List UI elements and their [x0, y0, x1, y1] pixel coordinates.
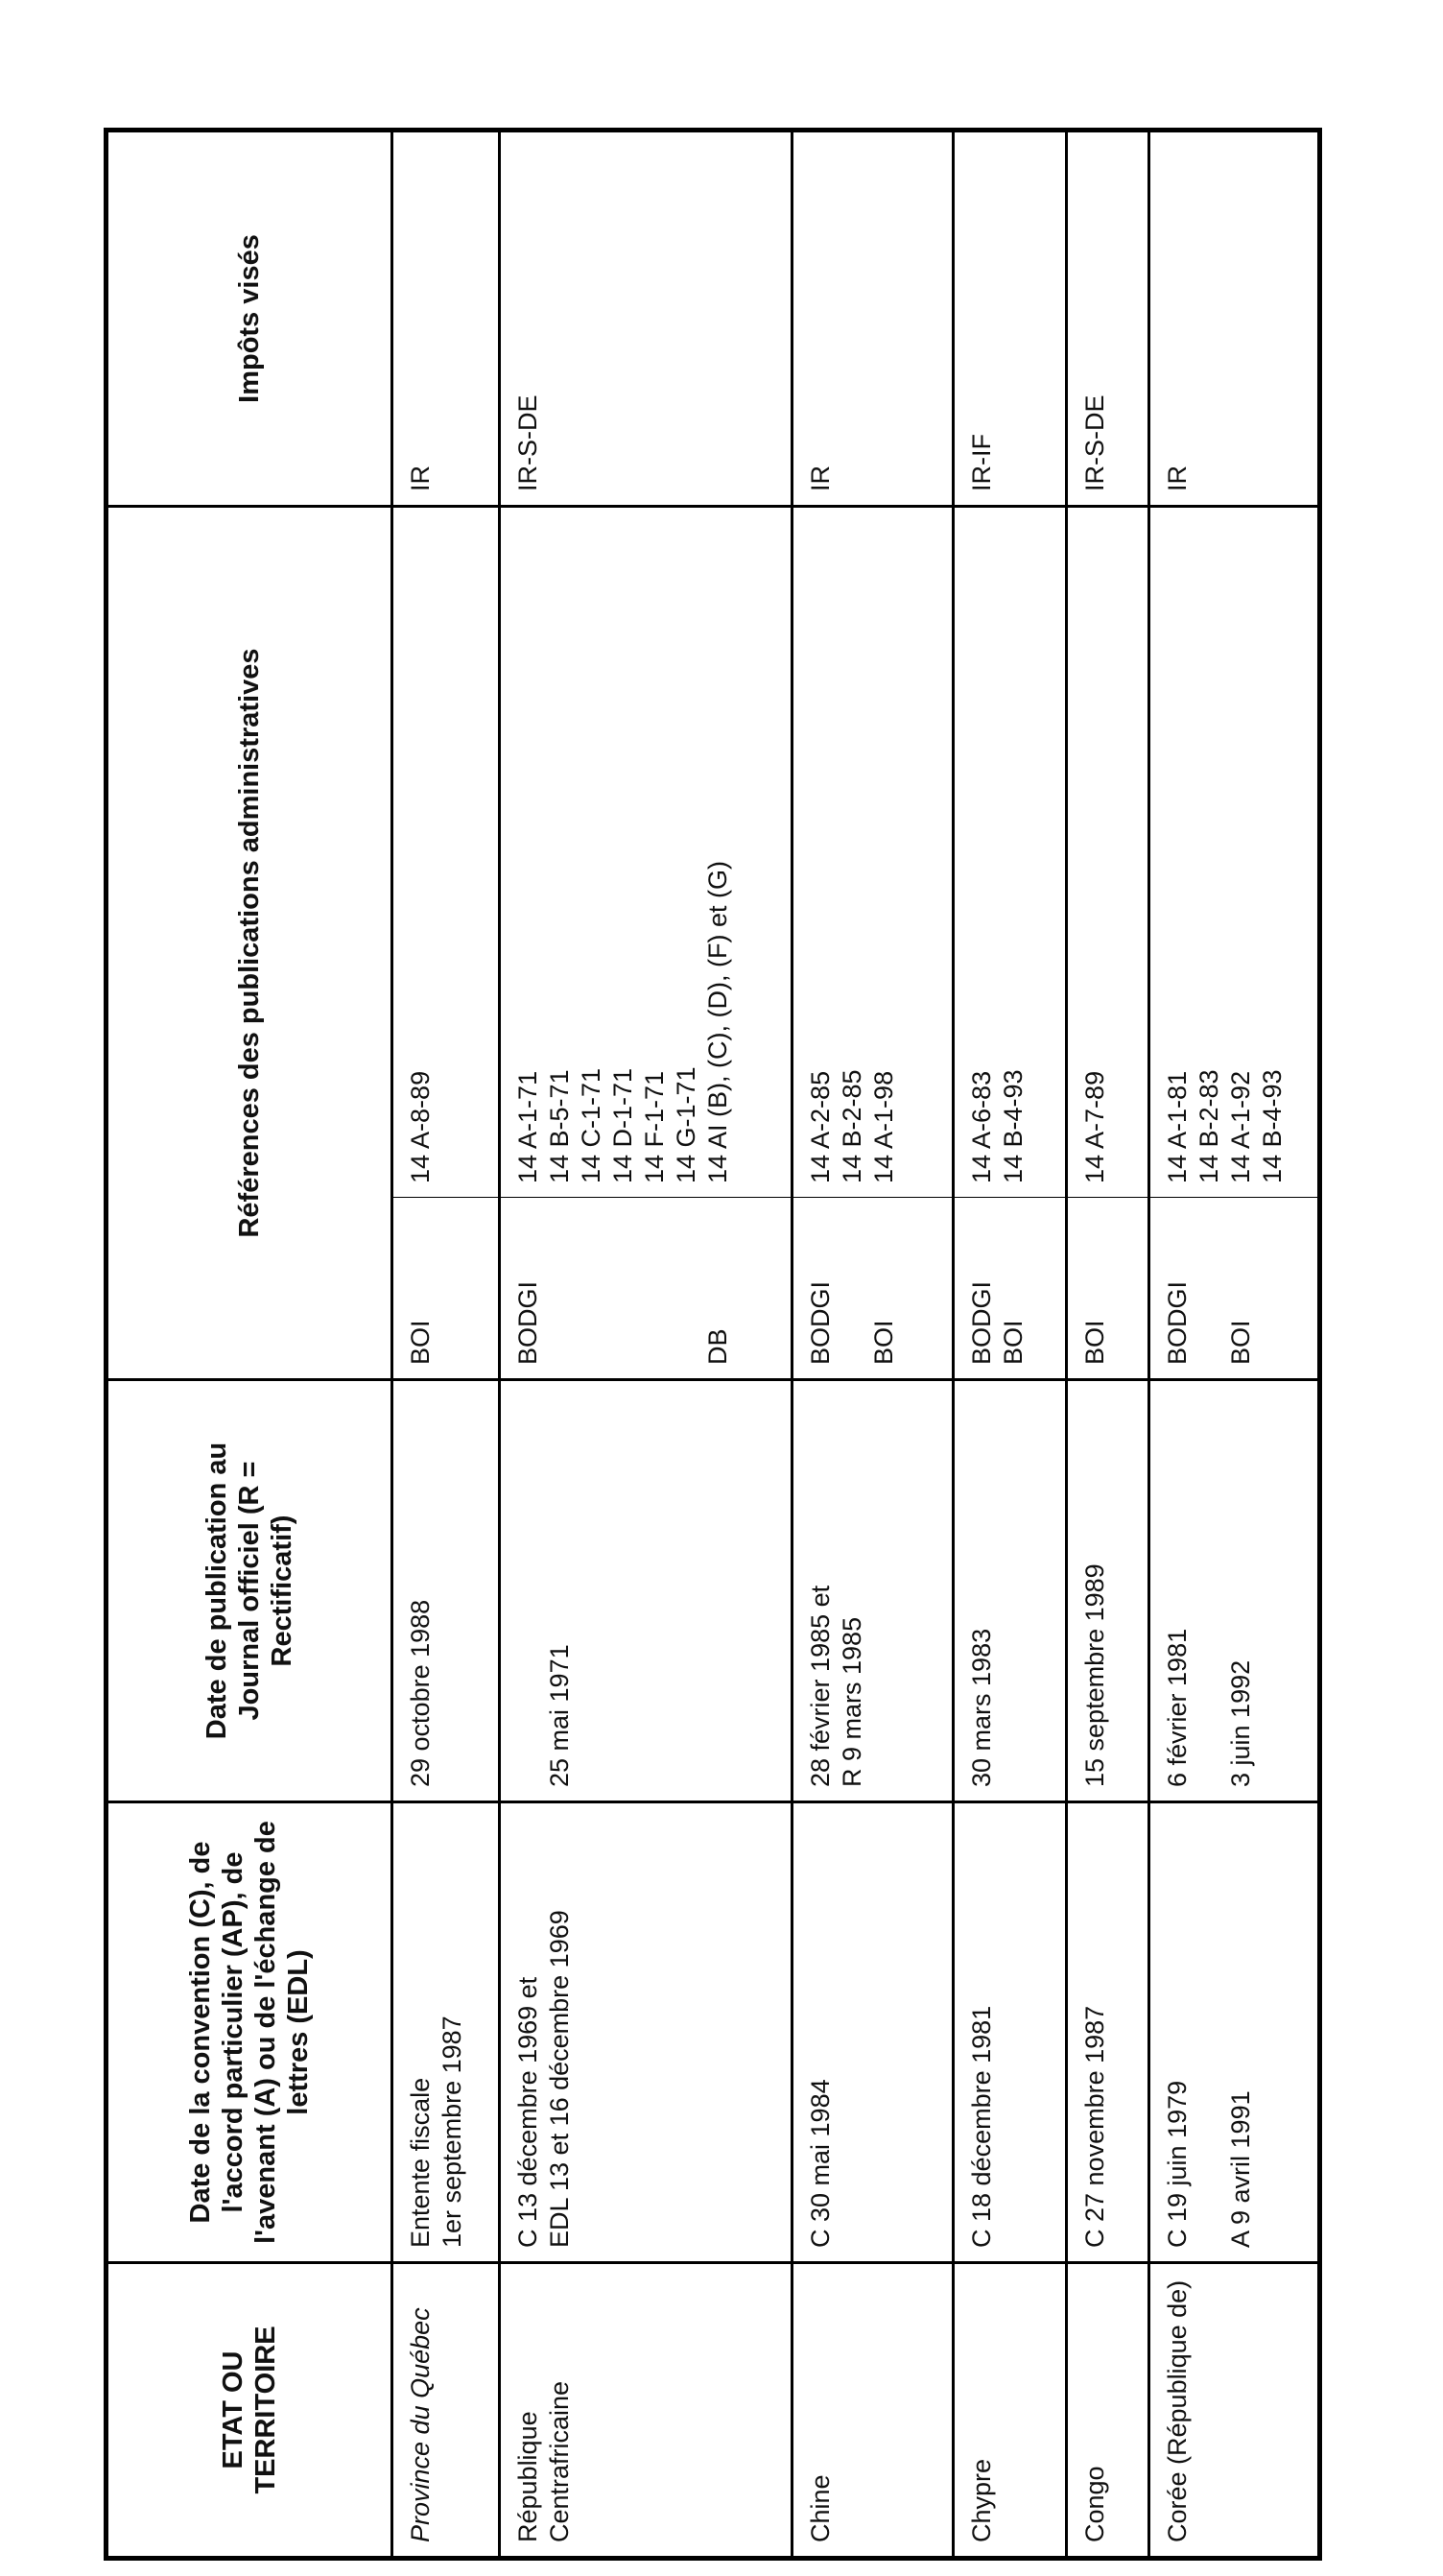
- country-cell: [954, 2263, 1067, 2559]
- publication-ref-cell: 14 A-2-85 14 B-2-85 14 A-1-98: [792, 507, 954, 1198]
- country-cell: [392, 2263, 500, 2559]
- convention-cell: Entente fiscale 1er septembre 1987: [392, 1802, 500, 2263]
- convention-cell: C 30 mai 1984: [792, 1802, 954, 2263]
- publication-ref-cell: 14 A-1-71 14 B-5-71 14 C-1-71 14 D-1-71 14 F-1-71 14 G-1-71 14 AI (B), (C), (D), (F) et (G): [500, 507, 792, 1198]
- convention-cell: C 18 décembre 1981: [954, 1802, 1067, 2263]
- convention-cell: C 19 juin 1979 A 9 avril 1991: [1149, 1802, 1320, 2263]
- rotated-page: [104, 132, 1317, 2561]
- journal-cell: 15 septembre 1989: [1067, 1380, 1149, 1802]
- header-country: ETAT OU TERRITOIRE: [106, 2263, 392, 2559]
- table-row: [954, 131, 1067, 2559]
- publication-code-cell: BOI: [392, 1198, 500, 1380]
- country-name: Province du Québec: [406, 2307, 435, 2542]
- tax-treaty-table: [104, 128, 1322, 2561]
- country-name: Chine: [806, 2474, 835, 2542]
- table-row: [392, 131, 500, 2559]
- country-cell: [1067, 2263, 1149, 2559]
- publication-code-cell: BODGI BOI: [792, 1198, 954, 1380]
- table-row: [1149, 131, 1320, 2559]
- header-convention-date: Date de la convention (C), de l'accord particulier (AP), de l'avenant (A) ou de l'échange de lettres (EDL): [106, 1802, 392, 2263]
- publication-code-cell: BOI: [1067, 1198, 1149, 1380]
- header-row: [106, 131, 392, 2559]
- journal-cell: 25 mai 1971: [500, 1380, 792, 1802]
- table-row: [1067, 131, 1149, 2559]
- publication-code-cell: BODGI DB: [500, 1198, 792, 1380]
- header-taxes: Impôts visés: [106, 131, 392, 507]
- taxes-cell: IR: [392, 131, 500, 507]
- publication-ref-cell: 14 A-6-83 14 B-4-93: [954, 507, 1067, 1198]
- header-references: Références des publications administratives: [106, 507, 392, 1380]
- table-row: [792, 131, 954, 2559]
- country-cell: [500, 2263, 792, 2559]
- taxes-cell: IR: [1149, 131, 1320, 507]
- table-row: [500, 131, 792, 2559]
- publication-code-cell: BODGI BOI: [1149, 1198, 1320, 1380]
- journal-cell: 6 février 1981 3 juin 1992: [1149, 1380, 1320, 1802]
- taxes-cell: IR-S-DE: [500, 131, 792, 507]
- country-name: Corée (République de): [1163, 2279, 1192, 2542]
- publication-code-cell: BODGI BOI: [954, 1198, 1067, 1380]
- country-name: Chypre: [967, 2458, 996, 2542]
- journal-cell: 29 octobre 1988: [392, 1380, 500, 1802]
- convention-cell: C 27 novembre 1987: [1067, 1802, 1149, 2263]
- header-journal-date: Date de publication au Journal officiel (R = Rectificatif): [106, 1380, 392, 1802]
- convention-cell: C 13 décembre 1969 et EDL 13 et 16 décembre 1969: [500, 1802, 792, 2263]
- journal-cell: 30 mars 1983: [954, 1380, 1067, 1802]
- journal-cell: 28 février 1985 et R 9 mars 1985: [792, 1380, 954, 1802]
- country-cell: [1149, 2263, 1320, 2559]
- country-name: Congo: [1080, 2466, 1109, 2542]
- taxes-cell: IR-IF: [954, 131, 1067, 507]
- taxes-cell: IR: [792, 131, 954, 507]
- publication-ref-cell: 14 A-1-81 14 B-2-83 14 A-1-92 14 B-4-93: [1149, 507, 1320, 1198]
- publication-ref-cell: 14 A-8-89: [392, 507, 500, 1198]
- taxes-cell: IR-S-DE: [1067, 131, 1149, 507]
- publication-ref-cell: 14 A-7-89: [1067, 507, 1149, 1198]
- country-cell: [792, 2263, 954, 2559]
- country-name: République Centrafricaine: [513, 2380, 574, 2542]
